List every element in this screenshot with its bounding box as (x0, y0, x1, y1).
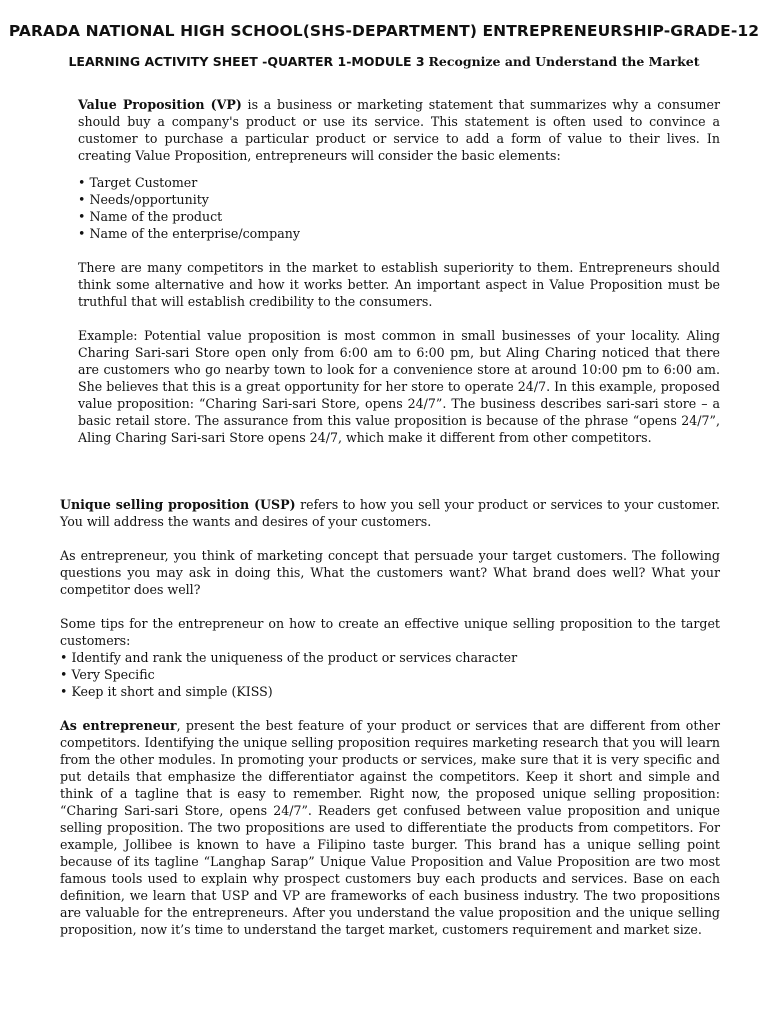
usp-tips-list (60, 649, 720, 700)
vp-intro: is a business or marketing statement that summarizes why a consumer should buy a company's product or use its service. This statement is often used to convince a customer to purchase a particular product or service to add a form of value to their lives. In creating Value Proposition, entrepreneurs will consider the basic elements: (78, 97, 720, 163)
list-item: • Target Customer (78, 174, 720, 191)
list-item: • Needs/opportunity (78, 191, 720, 208)
usp-intro: refers to how you sell your product or services to your customer. You will address the wants and desires of your customers. (60, 497, 720, 529)
vp-example-paragraph: Example: Potential value proposition is most common in small businesses of your locality. Aling Charing Sari-sari Store open only from 6:00 am to 6:00 pm, but Aling Charing noticed that there are customers who go nearby town to look for a convenience store at around 10:00 pm to 6:00 am. She believes that this is a great opportunity for her store to operate 24/7. In this example, proposed value proposition: “Charing Sari-sari Store, opens 24/7”. The business describes sari-sari store – a basic retail store. The assurance from this value proposition is because of the phrase “opens 24/7”, Aling Charing Sari-sari Store opens 24/7, which make it different from other competitors. (78, 328, 720, 445)
list-item: • Very Specific (60, 666, 720, 683)
vp-elements-list (78, 174, 720, 242)
list-item: • Name of the product (78, 208, 720, 225)
usp-final-lead: As entrepreneur (60, 718, 177, 733)
usp-final-paragraph (60, 717, 720, 938)
usp-definition (60, 496, 720, 530)
document-subtitle (0, 53, 768, 71)
document-title: PARADA NATIONAL HIGH SCHOOL(SHS-DEPARTMENT) ENTREPRENEURSHIP-GRADE-12 (8, 22, 760, 40)
list-item: • Identify and rank the uniqueness of the product or services character (60, 649, 720, 666)
subtitle-module: LEARNING ACTIVITY SHEET -QUARTER 1-MODULE 3 (68, 54, 425, 69)
vp-competitors-paragraph: There are many competitors in the market to establish superiority to them. Entrepreneurs should think some alternative and how it works better. An important aspect in Value Proposition must be truthful that will establish credibility to the consumers. (78, 260, 720, 309)
list-item: • Name of the enterprise/company (78, 225, 720, 242)
usp-tips-intro: Some tips for the entrepreneur on how to create an effective unique selling proposition to the target customers: (60, 616, 720, 648)
usp-marketing-paragraph: As entrepreneur, you think of marketing concept that persuade your target customers. The following questions you may ask in doing this, What the customers want? What brand does well? What your competitor does well? (60, 548, 720, 597)
subtitle-topic: Recognize and Understand the Market (428, 54, 700, 69)
vp-definition (78, 96, 720, 164)
list-item: • Keep it short and simple (KISS) (60, 683, 720, 700)
usp-term: Unique selling proposition (USP) (60, 497, 296, 512)
usp-final-body: , present the best feature of your product or services that are different from other competitors. Identifying the unique selling proposition requires marketing research that you will learn from the other modules. In promoting your products or services, make sure that it is very specific and put details that emphasize the differentiator against the competitors. Keep it short and simple and think of a tagline that is easy to remember. Right now, the proposed unique selling proposition: “Charing Sari-sari Store, opens 24/7”. Readers get confused between value proposition and unique selling proposition. The two propositions are used to differentiate the products from competitors. For example, Jollibee is known to have a Filipino taste burger. This brand has a unique selling point because of its tagline “Langhap Sarap” Unique Value Proposition and Value Proposition are two most famous tools used to explain why prospect customers buy each products and services. Base on each definition, we learn that USP and VP are frameworks of each business industry. The two propositions are valuable for the entrepreneurs. After you understand the value proposition and the unique selling proposition, now it’s time to understand the target market, customers requirement and market size. (60, 718, 721, 937)
vp-term: Value Proposition (VP) (78, 97, 242, 112)
